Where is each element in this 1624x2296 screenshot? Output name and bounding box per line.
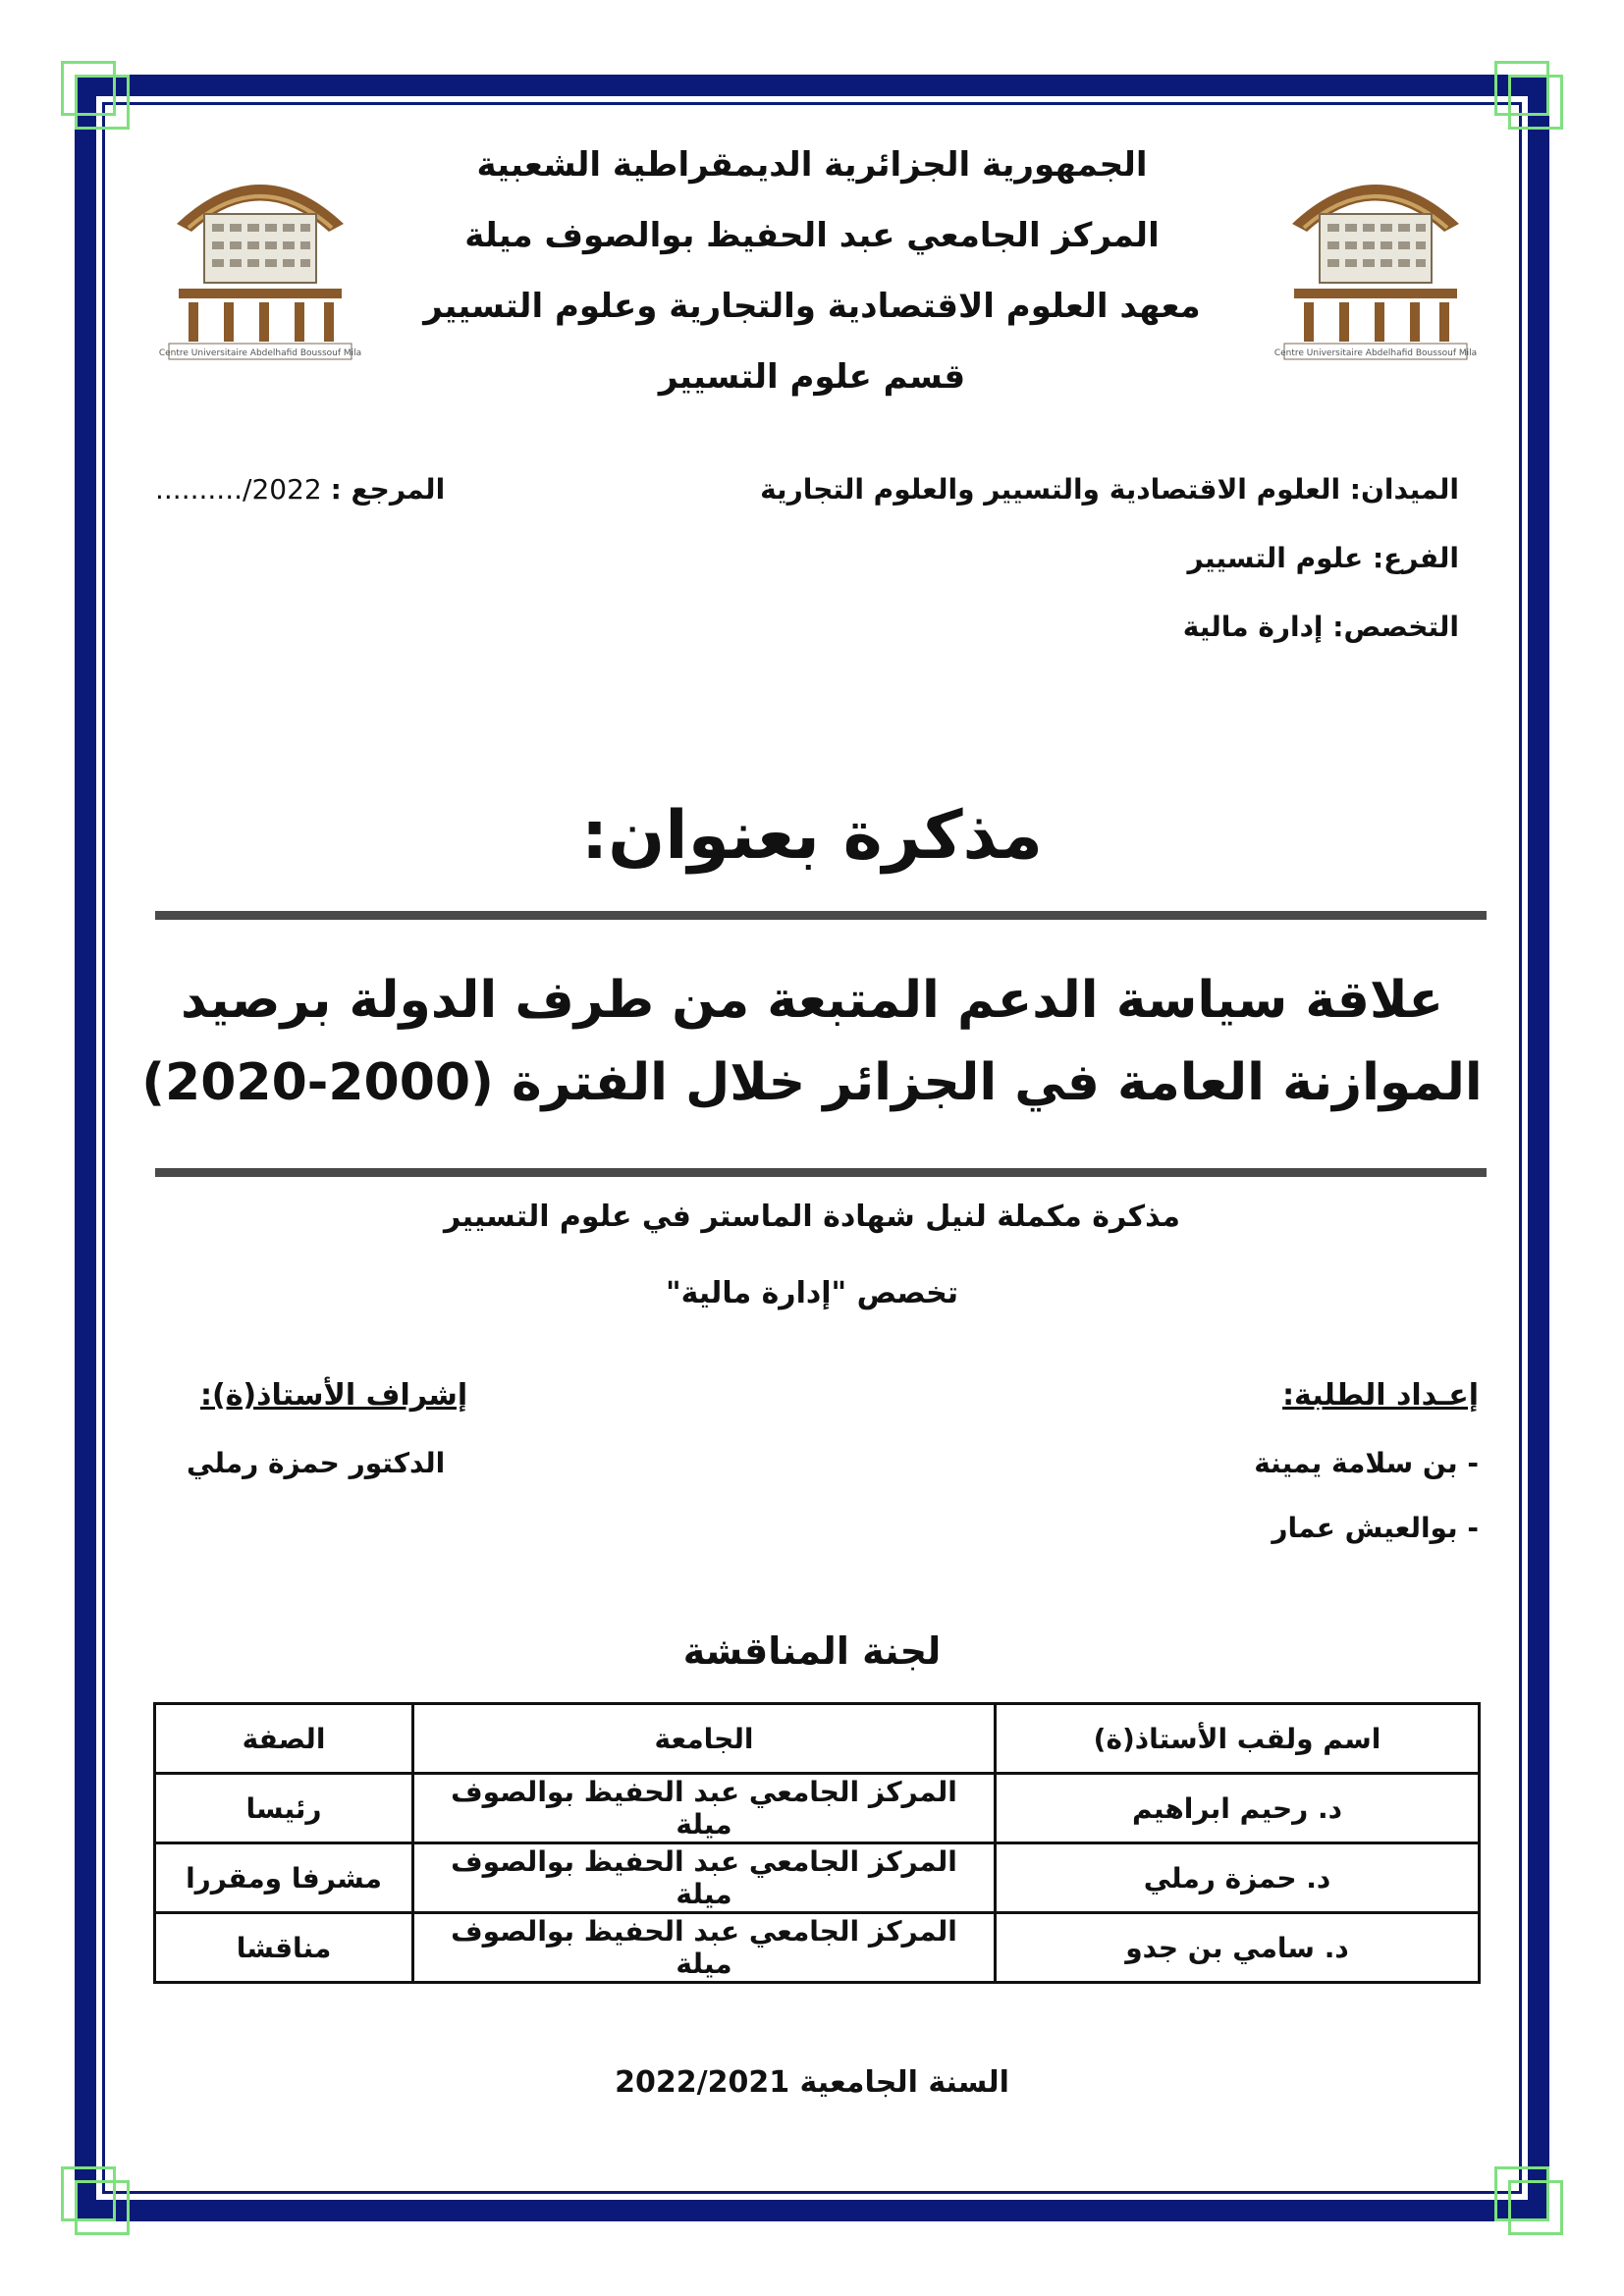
jury-member-name: د. سامي بن جدو bbox=[996, 1913, 1480, 1983]
table-row bbox=[155, 1843, 1480, 1913]
supervisor-name: الدكتور حمزة رملي bbox=[187, 1447, 446, 1479]
table-row bbox=[155, 1913, 1480, 1983]
jury-header-row bbox=[155, 1704, 1480, 1774]
jury-header-name: اسم ولقب الأستاذ(ة) bbox=[996, 1704, 1480, 1774]
corner-ornament-bottom-left bbox=[61, 2166, 130, 2235]
header-university: المركز الجامعي عبد الحفيظ بوالصوف ميلة bbox=[464, 216, 1160, 255]
header-department: قسم علوم التسيير bbox=[658, 357, 966, 397]
corner-ornament-top-right bbox=[1494, 61, 1563, 130]
jury-member-role: مشرفا ومقررا bbox=[155, 1843, 413, 1913]
corner-ornament-bottom-right bbox=[1494, 2166, 1563, 2235]
students-label: إعـداد الطلبة: bbox=[1282, 1378, 1479, 1413]
memo-specialty: تخصص "إدارة مالية" bbox=[665, 1276, 958, 1310]
jury-member-university: المركز الجامعي عبد الحفيظ بوالصوف ميلة bbox=[413, 1774, 996, 1843]
supervisor-label: إشراف الأستاذ(ة): bbox=[200, 1378, 468, 1413]
jury-table bbox=[153, 1702, 1481, 1984]
jury-member-role: رئيسا bbox=[155, 1774, 413, 1843]
header-republic: الجمهورية الجزائرية الديمقراطية الشعبية bbox=[476, 145, 1148, 185]
reference-label: المرجع : bbox=[330, 473, 446, 506]
jury-header-university: الجامعة bbox=[413, 1704, 996, 1774]
jury-member-university: المركز الجامعي عبد الحفيظ بوالصوف ميلة bbox=[413, 1913, 996, 1983]
jury-member-university: المركز الجامعي عبد الحفيظ بوالصوف ميلة bbox=[413, 1843, 996, 1913]
student-name-2: - بوالعيش عمار bbox=[1272, 1512, 1479, 1544]
meta-reference bbox=[155, 473, 445, 506]
svg-text:Centre Universitaire Abdelhafi: Centre Universitaire Abdelhafid Boussouf Mila bbox=[158, 348, 362, 358]
title-rule-top bbox=[155, 911, 1487, 920]
reference-value: 2022/.......... bbox=[155, 473, 322, 506]
meta-specialty: التخصص: إدارة مالية bbox=[1182, 611, 1459, 643]
title-rule-bottom bbox=[155, 1168, 1487, 1177]
academic-year: السنة الجامعية 2022/2021 bbox=[615, 2065, 1009, 2100]
jury-member-role: مناقشا bbox=[155, 1913, 413, 1983]
corner-ornament-top-left bbox=[61, 61, 130, 130]
table-row bbox=[155, 1774, 1480, 1843]
jury-member-name: د. حمزة رملي bbox=[996, 1843, 1480, 1913]
memo-purpose: مذكرة مكملة لنيل شهادة الماستر في علوم التسيير bbox=[444, 1200, 1180, 1234]
memo-title-line2: الموازنة العامة في الجزائر خلال الفترة (2000-2020) bbox=[141, 1053, 1483, 1112]
student-name-1: - بن سلامة يمينة bbox=[1254, 1447, 1479, 1479]
header-institute: معهد العلوم الاقتصادية والتجارية وعلوم التسيير bbox=[423, 287, 1201, 326]
university-logo-left bbox=[157, 155, 363, 365]
jury-member-name: د. رحيم ابراهيم bbox=[996, 1774, 1480, 1843]
jury-header-role: الصفة bbox=[155, 1704, 413, 1774]
svg-text:Centre Universitaire Abdelhafi: Centre Universitaire Abdelhafid Boussouf Mila bbox=[1273, 348, 1478, 358]
university-logo-right bbox=[1272, 155, 1479, 365]
memo-title-line1: علاقة سياسة الدعم المتبعة من طرف الدولة برصيد bbox=[181, 971, 1443, 1030]
jury-title: لجنة المناقشة bbox=[682, 1629, 942, 1673]
meta-field: الميدان: العلوم الاقتصادية والتسيير والعلوم التجارية bbox=[760, 473, 1459, 506]
meta-branch: الفرع: علوم التسيير bbox=[1187, 542, 1459, 574]
memo-heading: مذكرة بعنوان: bbox=[581, 797, 1043, 875]
